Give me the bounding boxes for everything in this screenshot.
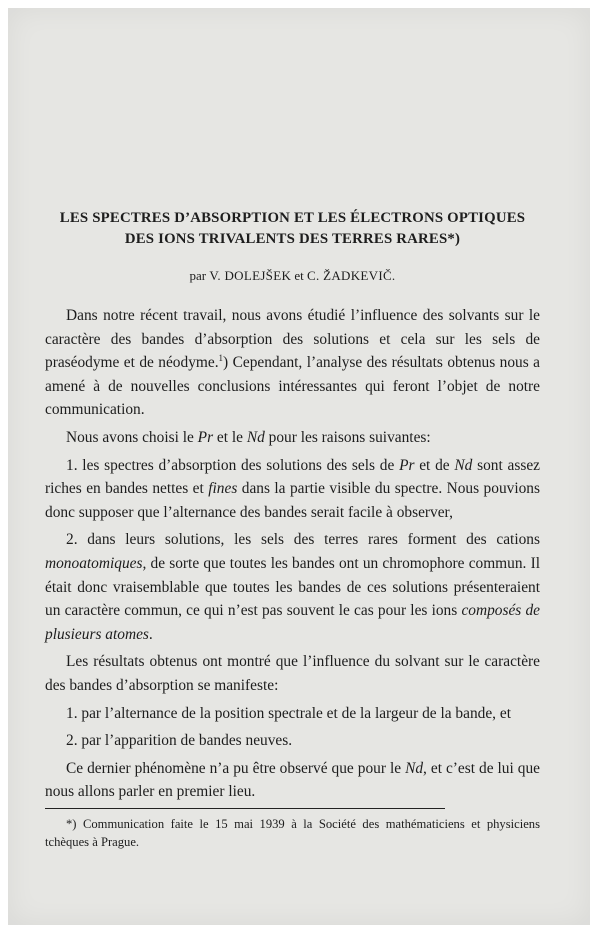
paragraph-reason-1 [45,454,540,525]
paragraph-text: , et c’est de lui que nous allons parler en premier lieu. [45,759,540,801]
paragraph-text: pour les raisons suivantes: [264,428,431,446]
paragraph-text: de sorte que toutes les bandes ont un chromophore commun. Il était donc vraisemblable que toutes les bandes de ces solutions présenteraient un caractère commun, ce qui n’est pas souvent le cas pour les ions [45,554,540,620]
footnote-ref: 1 [218,353,224,364]
paragraph-text: et de [414,456,455,474]
element-symbol: Nd [246,428,265,446]
document-page [8,8,590,925]
paragraph-text: 1. par l’alternance de la position spectrale et de la largeur de la bande, et [66,704,511,722]
author-1: V. DOLEJŠEK [209,268,292,283]
article [45,208,540,851]
emphasis: fines [208,480,238,498]
paragraph-text: 1. les spectres d’absorption des solutions des sels de [66,456,400,474]
paragraph-text: dans la partie visible du spectre. Nous pouvions donc supposer que l’alternance des bandes serait facile à observer, [45,480,540,521]
paragraph-text: et le [213,428,247,446]
element-symbol: Nd [454,456,473,474]
paragraph-text: Nous avons choisi le [66,428,198,446]
authors-conjunction: et [294,268,304,283]
footnote: *) Communication faite le 15 mai 1939 à la Société des mathématiciens et physiciens tchèques à Prague. [45,816,540,849]
paragraph-text: 2. par l’apparition de bandes neuves. [66,732,293,750]
paragraph-text: . [148,625,153,643]
title-line-1: LES SPECTRES D’ABSORPTION ET LES ÉLECTRONS OPTIQUES [59,210,526,226]
emphasis: composés de plusieurs atomes [45,602,540,643]
paragraph-text: Ce dernier phénomène n’a pu être observé que pour le [66,759,406,777]
element-symbol: Pr [197,428,214,446]
paragraph-results [45,650,540,697]
paragraph-text: Les résultats obtenus ont montré que l’influence du solvant sur le caractère des bandes d’absorption se manifeste: [45,653,540,694]
footnote-divider [45,808,445,809]
author-2: C. ŽADKEVIČ. [307,268,396,283]
paragraph-text: Dans notre récent travail, nous avons étudié l’influence des solvants sur le caractère des bandes d’absorption des solutions et cela sur les sels de praséodyme et de néodyme. [45,307,540,372]
article-title [45,208,540,250]
authors-prefix: par [189,268,207,283]
paragraph-text: sont assez riches en bandes nettes et [45,456,540,498]
element-symbol: Pr [399,456,415,474]
title-line-2: DES IONS TRIVALENTS DES TERRES RARES*) [124,231,461,247]
paragraph-reasons-intro [45,426,540,450]
paragraph-reason-2 [45,528,540,646]
paragraph-conclusion [45,757,540,804]
paragraph-result-2 [45,729,540,753]
paragraph-text: 2. dans leurs solutions, les sels des terres rares forment des cations [66,531,540,549]
paragraph-text: ) Cependant, l’analyse des résultats obtenus nous a amené à de nouvelles conclusions intéressantes qui feront l’objet de notre communication. [45,354,540,419]
article-body [45,304,540,804]
emphasis: monoatomiques, [45,554,147,572]
paragraph-result-1 [45,702,540,726]
element-symbol: Nd [405,759,424,777]
author-line [45,267,540,285]
paragraph-intro [45,304,540,422]
